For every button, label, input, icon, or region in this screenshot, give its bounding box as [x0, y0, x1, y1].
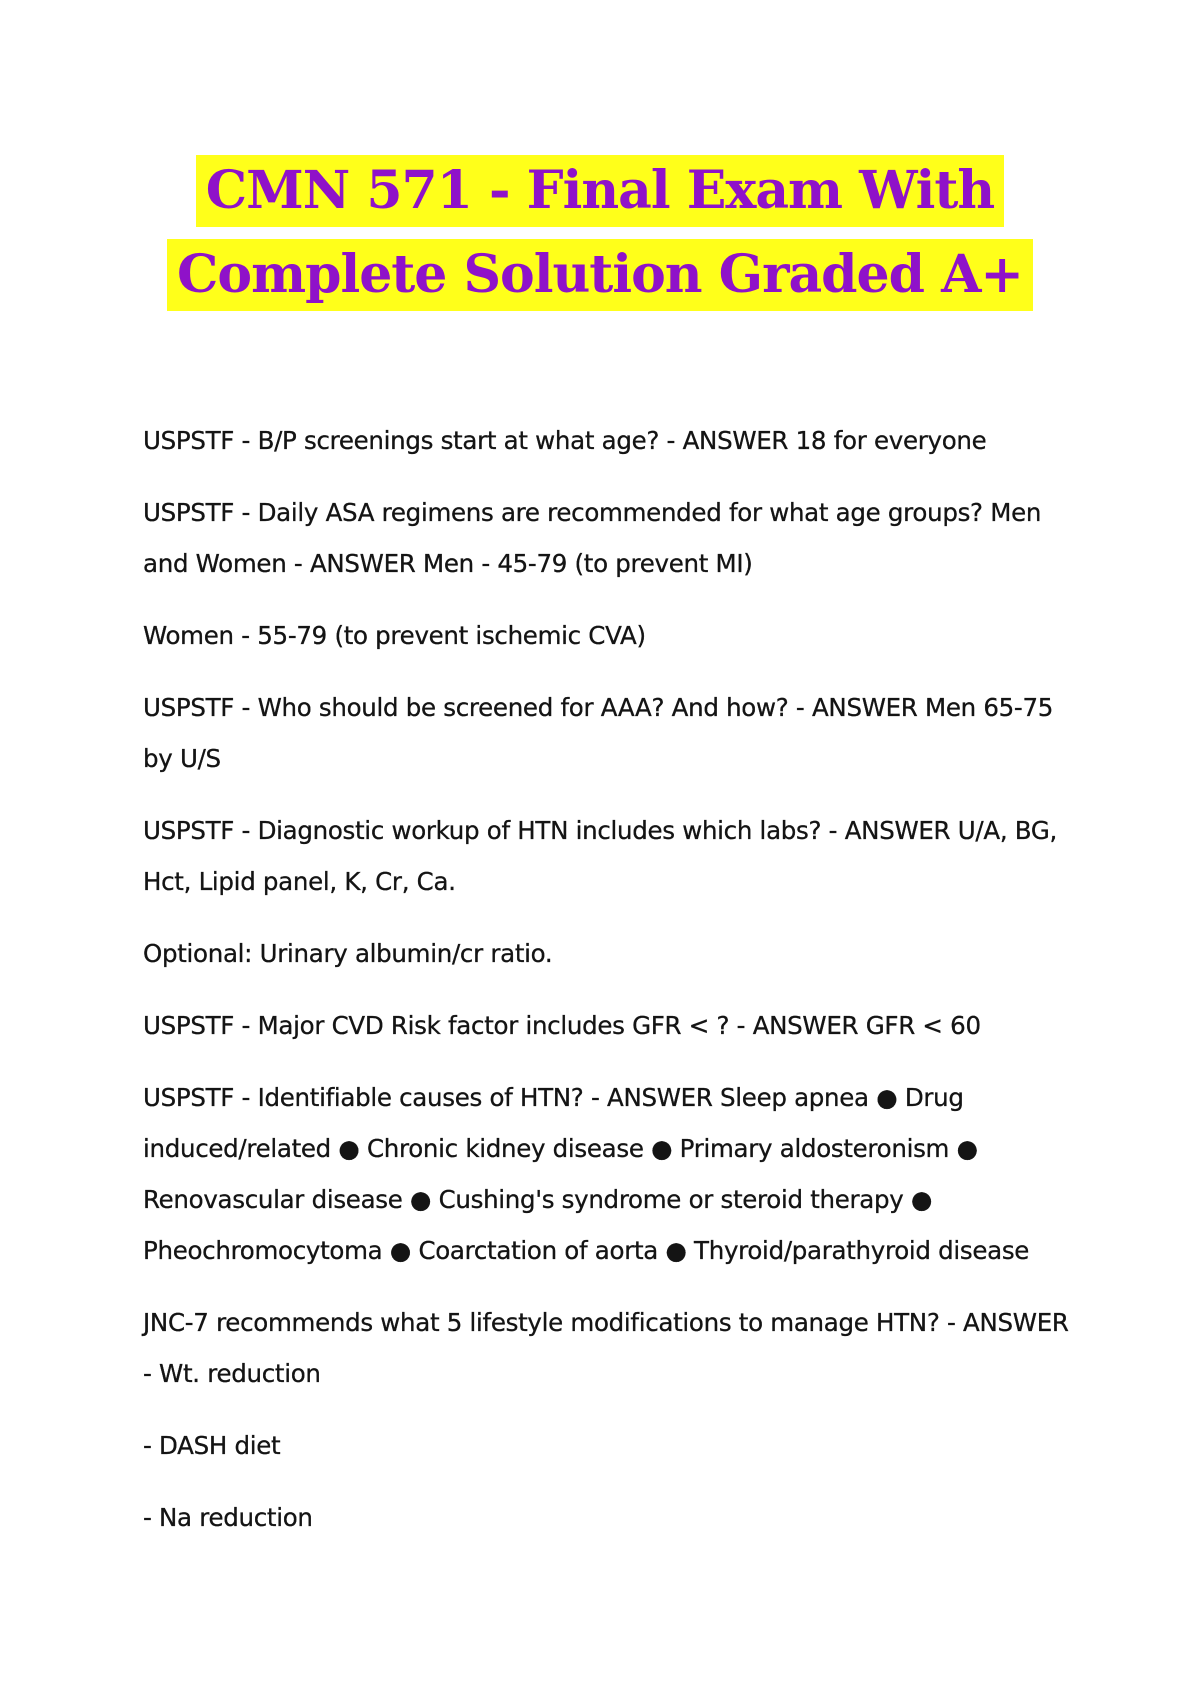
- qa-paragraph-asa-women: Women - 55-79 (to prevent ischemic CVA): [143, 621, 646, 650]
- title-line-1: CMN 571 - Final Exam With: [196, 155, 1004, 227]
- qa-paragraph-asa-regimens: USPSTF - Daily ASA regimens are recommended for what age groups? Men and Women - ANSWER Men - 45-79 (to prevent MI): [143, 498, 1042, 578]
- qa-paragraph-jnc7-lifestyle: JNC-7 recommends what 5 lifestyle modifications to manage HTN? - ANSWER - Wt. reduction: [143, 1308, 1069, 1388]
- title-line-2: Complete Solution Graded A+: [167, 239, 1033, 311]
- qa-paragraph-na-reduction: - Na reduction: [143, 1503, 313, 1532]
- qa-content: [143, 415, 1083, 1564]
- qa-paragraph-cvd-gfr: USPSTF - Major CVD Risk factor includes GFR < ? - ANSWER GFR < 60: [143, 1011, 981, 1040]
- qa-paragraph-optional-labs: Optional: Urinary albumin/cr ratio.: [143, 939, 553, 968]
- qa-paragraph-htn-causes: USPSTF - Identifiable causes of HTN? - ANSWER Sleep apnea ● Drug induced/related ● Chronic kidney disease ● Primary aldosteronism ● Renovascular disease ● Cushing's syndrome or steroid therapy ● Pheochromocytoma ● Coarctation of aorta ● Thyroid/parathyroid disease: [143, 1083, 1030, 1265]
- qa-paragraph-bp-screening: USPSTF - B/P screenings start at what age? - ANSWER 18 for everyone: [143, 426, 987, 455]
- qa-paragraph-dash-diet: - DASH diet: [143, 1431, 281, 1460]
- qa-paragraph-htn-labs: USPSTF - Diagnostic workup of HTN includes which labs? - ANSWER U/A, BG, Hct, Lipid panel, K, Cr, Ca.: [143, 816, 1058, 896]
- qa-paragraph-aaa-screening: USPSTF - Who should be screened for AAA? And how? - ANSWER Men 65-75 by U/S: [143, 693, 1054, 773]
- document-title: [0, 155, 1200, 311]
